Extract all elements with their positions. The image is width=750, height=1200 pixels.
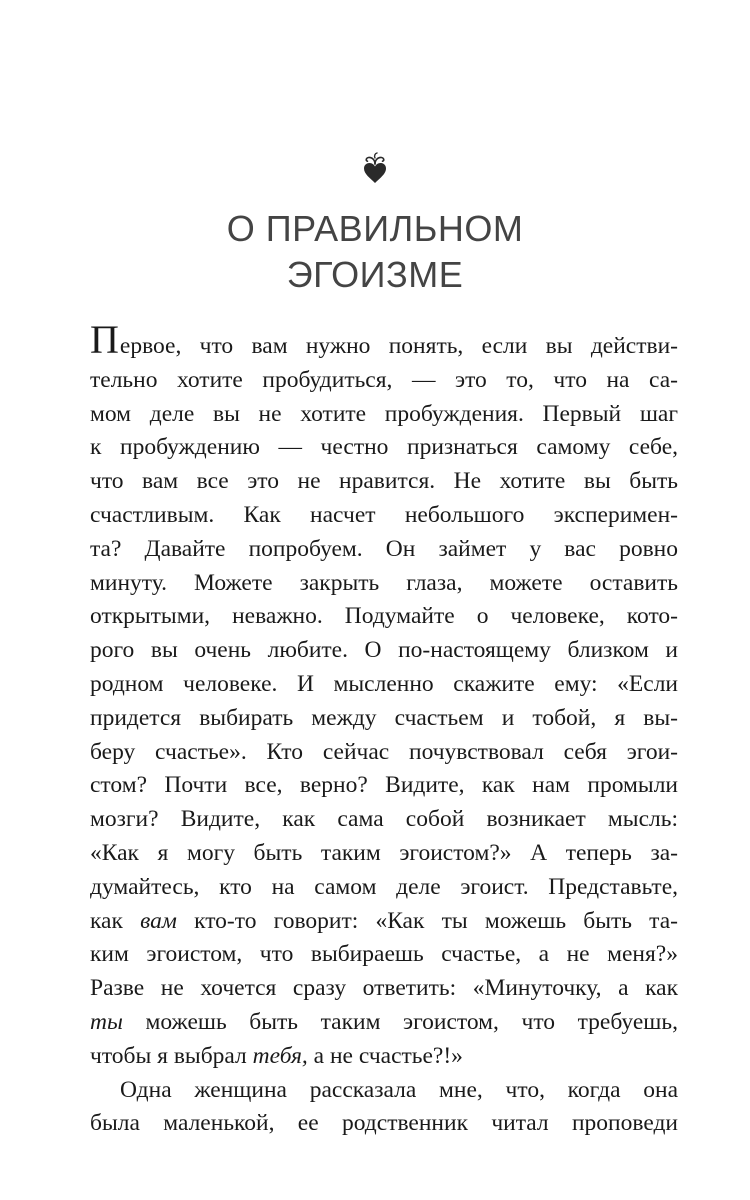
chapter-title-line-2: ЭГОИЗМЕ <box>286 254 464 295</box>
text-line: как вам кто-то говорит: «Как ты можешь быть та- <box>90 907 678 934</box>
text-line: открытыми, неважно. Подумайте о человеке, кото- <box>90 603 678 630</box>
text-line: придется выбирать между счастьем и тобой, я вы- <box>90 704 678 731</box>
text-line: к пробуждению — честно признаться самому себе, <box>90 434 678 461</box>
text-line: мом деле вы не хотите пробуждения. Первый шаг <box>90 400 678 427</box>
text-line: тельно хотите пробудиться, — это то, что на са- <box>90 366 678 393</box>
text-line: Первое, что вам нужно понять, если вы действи- <box>90 317 678 362</box>
emphasis-text: тебя, <box>252 1042 308 1069</box>
text-line: родном человеке. И мысленно скажите ему: «Если <box>90 670 678 697</box>
text-line: счастливым. Как насчет небольшого эксперимен- <box>90 501 678 528</box>
text-line: «Как я могу быть таким эгоистом?» А теперь за- <box>90 839 678 866</box>
text-line: беру счастье». Кто сейчас почувствовал себя эгои- <box>90 738 678 765</box>
heart-flourish-icon <box>360 152 390 184</box>
chapter-body-text <box>90 317 678 1141</box>
text-line: та? Давайте попробуем. Он займет у вас ровно <box>90 535 678 562</box>
text-line: Разве не хочется сразу ответить: «Минуточку, а как <box>90 975 678 1002</box>
text-line: рого вы очень любите. О по-настоящему близком и <box>90 637 678 664</box>
text-line: стом? Почти все, верно? Видите, как нам промыли <box>90 772 678 799</box>
text-line: что вам все это не нравится. Не хотите вы быть <box>90 468 678 495</box>
text-line: мозги? Видите, как сама собой возникает мысль: <box>90 806 678 833</box>
text-line: думайтесь, кто на самом деле эгоист. Представьте, <box>90 873 678 900</box>
drop-cap: П <box>90 317 119 362</box>
text-line: ты можешь быть таким эгоистом, что требуешь, <box>90 1008 678 1035</box>
text-line: минуту. Можете закрыть глаза, можете оставить <box>90 569 678 596</box>
text-line: чтобы я выбрал тебя, а не счастье?!» <box>90 1042 463 1069</box>
paragraph-2-line: была маленькой, ее родственник читал проповеди <box>90 1110 678 1137</box>
text-line: ким эгоистом, что выбираешь счастье, а не меня?» <box>90 941 678 968</box>
emphasis-text: ты <box>90 1008 123 1035</box>
chapter-title-line-1: О ПРАВИЛЬНОМ <box>226 208 524 249</box>
paragraph-2-line: Одна женщина рассказала мне, что, когда она <box>120 1076 678 1103</box>
emphasis-text: вам <box>140 907 177 934</box>
chapter-title <box>0 206 750 298</box>
